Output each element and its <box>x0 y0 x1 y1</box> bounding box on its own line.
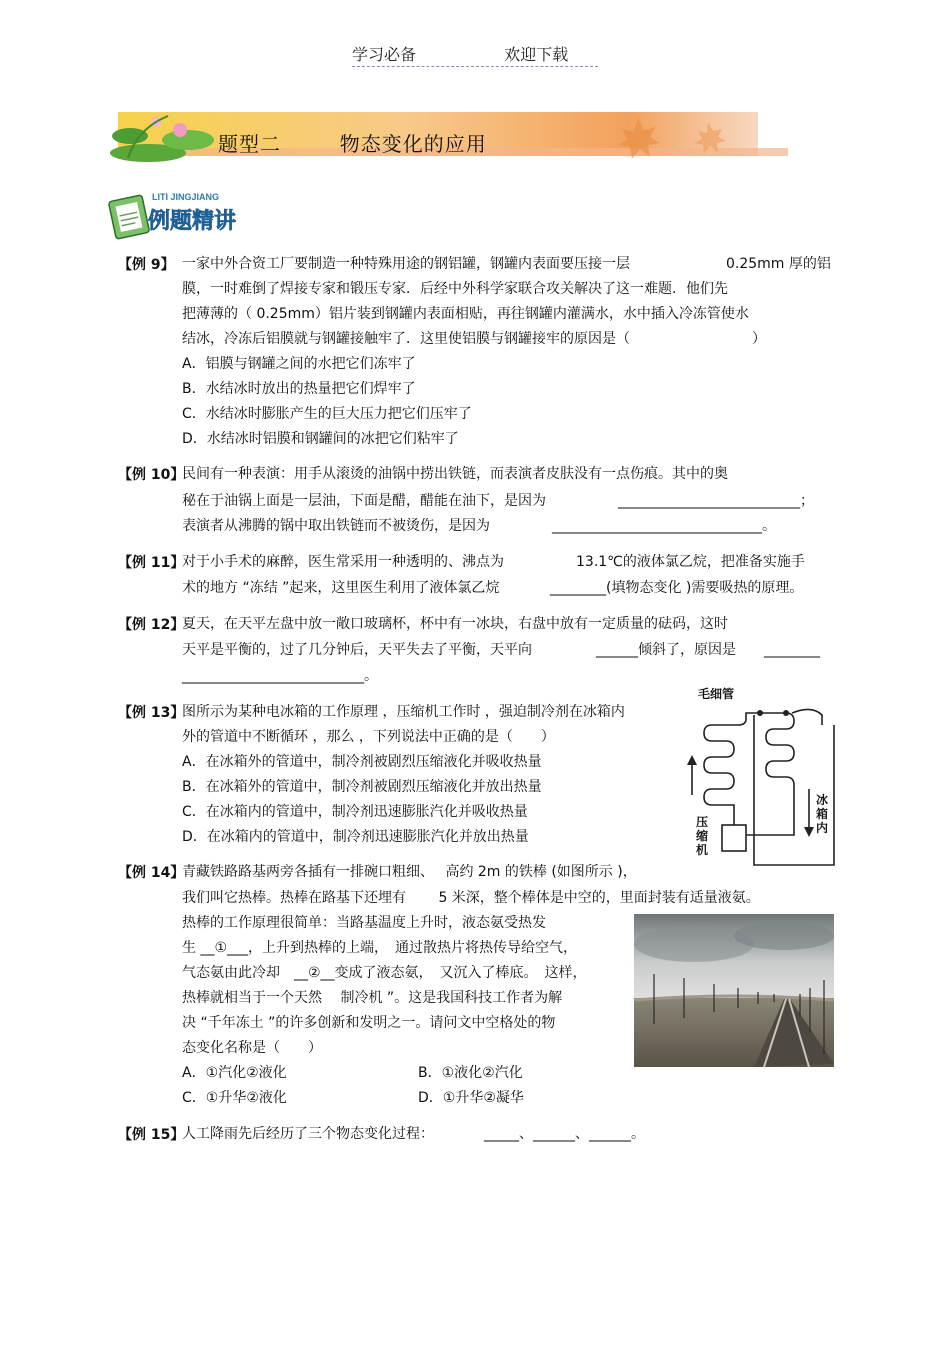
example-11-line-1: 对于小手术的麻醉，医生常采用一种透明的、沸点为 <box>182 554 504 570</box>
example-11-line-2b: ________(填物态变化 )需要吸热的原理。 <box>550 580 804 596</box>
example-10-blank-2: ______________________________。 <box>552 518 776 534</box>
page-header <box>352 42 568 65</box>
example-14-line-3: 热棒的工作原理很简单：当路基温度上升时，液态氨受热发 <box>182 915 546 931</box>
example-9-line-1b: 0.25mm 厚的铝 <box>726 256 831 272</box>
badge-main: 例题精讲 <box>148 209 237 234</box>
example-15-blanks: _____、______、______。 <box>484 1126 645 1142</box>
example-10-line-2: 秘在于油锅上面是一层油，下面是醋，醋能在油下，是因为 <box>182 493 546 509</box>
example-9-option-a: A．铝膜与钢罐之间的水把它们冻牢了 <box>182 356 416 372</box>
example-12-line-2b: ______倾斜了，原因是 <box>596 642 736 658</box>
example-15-line-1: 人工降雨先后经历了三个物态变化过程： <box>182 1126 434 1142</box>
example-14-option-c: C．①升华②液化 <box>182 1090 287 1106</box>
section-title-type: 题型二 <box>218 132 281 156</box>
example-14-option-a: A．①汽化②液化 <box>182 1065 287 1081</box>
example-9-option-d: D．水结冰时铝膜和钢罐间的冰把它们粘牢了 <box>182 431 459 447</box>
inside-fridge-label: 冰箱内 <box>816 793 829 835</box>
example-14-line-1: 青藏铁路路基两旁各插有一排碗口粗细、 高约 2m 的铁棒 (如图所示 )， <box>182 864 637 880</box>
example-13-line-2: 外的管道中不断循环 ，那么 ，下列说法中正确的是（ ） <box>182 729 555 745</box>
header-underline <box>352 66 598 67</box>
example-12-line-2: 天平是平衡的，过了几分钟后，天平失去了平衡，天平向 <box>182 642 532 658</box>
example-14-line-5: 气态氨由此冷却 __②__变成了液态氨， 又沉入了棒底。 这样， <box>182 965 587 981</box>
railway-photo <box>634 914 834 1067</box>
example-13-option-a: A．在冰箱外的管道中，制冷剂被剧烈压缩液化并吸收热量 <box>182 754 542 770</box>
example-10-line-3: 表演者从沸腾的锅中取出铁链而不被烫伤，是因为 <box>182 518 490 534</box>
example-14-line-6: 热棒就相当于一个天然 制冷机 ”。这是我国科技工作者为解 <box>182 990 563 1006</box>
example-12-line-3: __________________________。 <box>182 668 378 684</box>
example-13-option-b: B．在冰箱外的管道中，制冷剂被剧烈压缩液化并放出热量 <box>182 779 542 795</box>
example-9-line-1: 一家中外合资工厂要制造一种特殊用途的钢铝罐，钢罐内表面要压接一层 <box>182 256 630 272</box>
example-11-line-2: 术的地方 “冻结 ”起来，这里医生利用了液体氯乙烷 <box>182 580 500 596</box>
example-14-line-4: 生 __①___，上升到热棒的上端， 通过散热片将热传导给空气， <box>182 940 577 956</box>
capillary-label: 毛细管 <box>698 687 735 701</box>
example-badge <box>108 186 268 242</box>
badge-subtitle: LITI JINGJIANG <box>152 192 220 202</box>
example-9-option-b: B．水结冰时放出的热量把它们焊牢了 <box>182 381 416 397</box>
example-14-option-b: B．①液化②汽化 <box>418 1065 523 1081</box>
example-9-option-c: C．水结冰时膨胀产生的巨大压力把它们压牢了 <box>182 406 472 422</box>
fridge-diagram <box>682 685 837 870</box>
section-title <box>218 128 487 157</box>
example-11-label: 【例 11】 <box>118 555 185 571</box>
example-11-line-1b: 13.1℃的液体氯乙烷，把准备实施手 <box>576 554 805 570</box>
example-12-label: 【例 12】 <box>118 617 185 633</box>
example-14-line-8: 态变化名称是（ ） <box>182 1040 322 1056</box>
example-13-option-d: D．在冰箱内的管道中，制冷剂迅速膨胀汽化并放出热量 <box>182 829 529 845</box>
compressor-label: 压缩机 <box>696 815 709 857</box>
header-left: 学习必备 <box>352 45 417 64</box>
example-13-line-1: 图所示为某种电冰箱的工作原理 ，压缩机工作时 ，强迫制冷剂在冰箱内 <box>182 704 625 720</box>
example-9-answer-paren: ） <box>752 331 766 347</box>
example-15-label: 【例 15】 <box>118 1127 185 1143</box>
example-13-option-c: C．在冰箱内的管道中，制冷剂迅速膨胀汽化并吸收热量 <box>182 804 528 820</box>
example-9-line-3: 把薄薄的（ 0.25mm）铝片装到钢罐内表面相贴，再往钢罐内灌满水，水中插入冷冻管使水 <box>182 306 749 322</box>
example-9-line-4: 结冰，冷冻后铝膜就与钢罐接触牢了．这里使铝膜与钢罐接牢的原因是（ <box>182 331 630 347</box>
example-14-line-2: 我们叫它热棒。热棒在路基下还埋有 5 米深，整个棒体是中空的，里面封装有适量液氨。 <box>182 890 760 906</box>
example-12-line-1: 夏天，在天平左盘中放一敞口玻璃杯，杯中有一冰块，右盘中放有一定质量的砝码，这时 <box>182 616 728 632</box>
example-12-line-2c: ________ <box>764 642 820 658</box>
example-9-label: 【例 9】 <box>118 257 175 273</box>
clipboard-icon <box>108 195 149 239</box>
section-title-topic: 物态变化的应用 <box>339 132 487 156</box>
example-9-line-2: 膜，一时难倒了焊接专家和锻压专家．后经中外科学家联合攻关解决了这一难题．他们先 <box>182 281 728 297</box>
header-right: 欢迎下载 <box>504 45 569 64</box>
example-10-blank-1: __________________________； <box>618 493 814 509</box>
example-10-label: 【例 10】 <box>118 467 185 483</box>
example-13-label: 【例 13】 <box>118 705 185 721</box>
example-14-label: 【例 14】 <box>118 865 185 881</box>
example-10-line-1: 民间有一种表演：用手从滚烫的油锅中捞出铁链，而表演者皮肤没有一点伤痕。其中的奥 <box>182 466 728 482</box>
example-14-line-7: 决 “千年冻土 ”的许多创新和发明之一。请问文中空格处的物 <box>182 1015 556 1031</box>
example-14-option-d: D．①升华②凝华 <box>418 1090 524 1106</box>
